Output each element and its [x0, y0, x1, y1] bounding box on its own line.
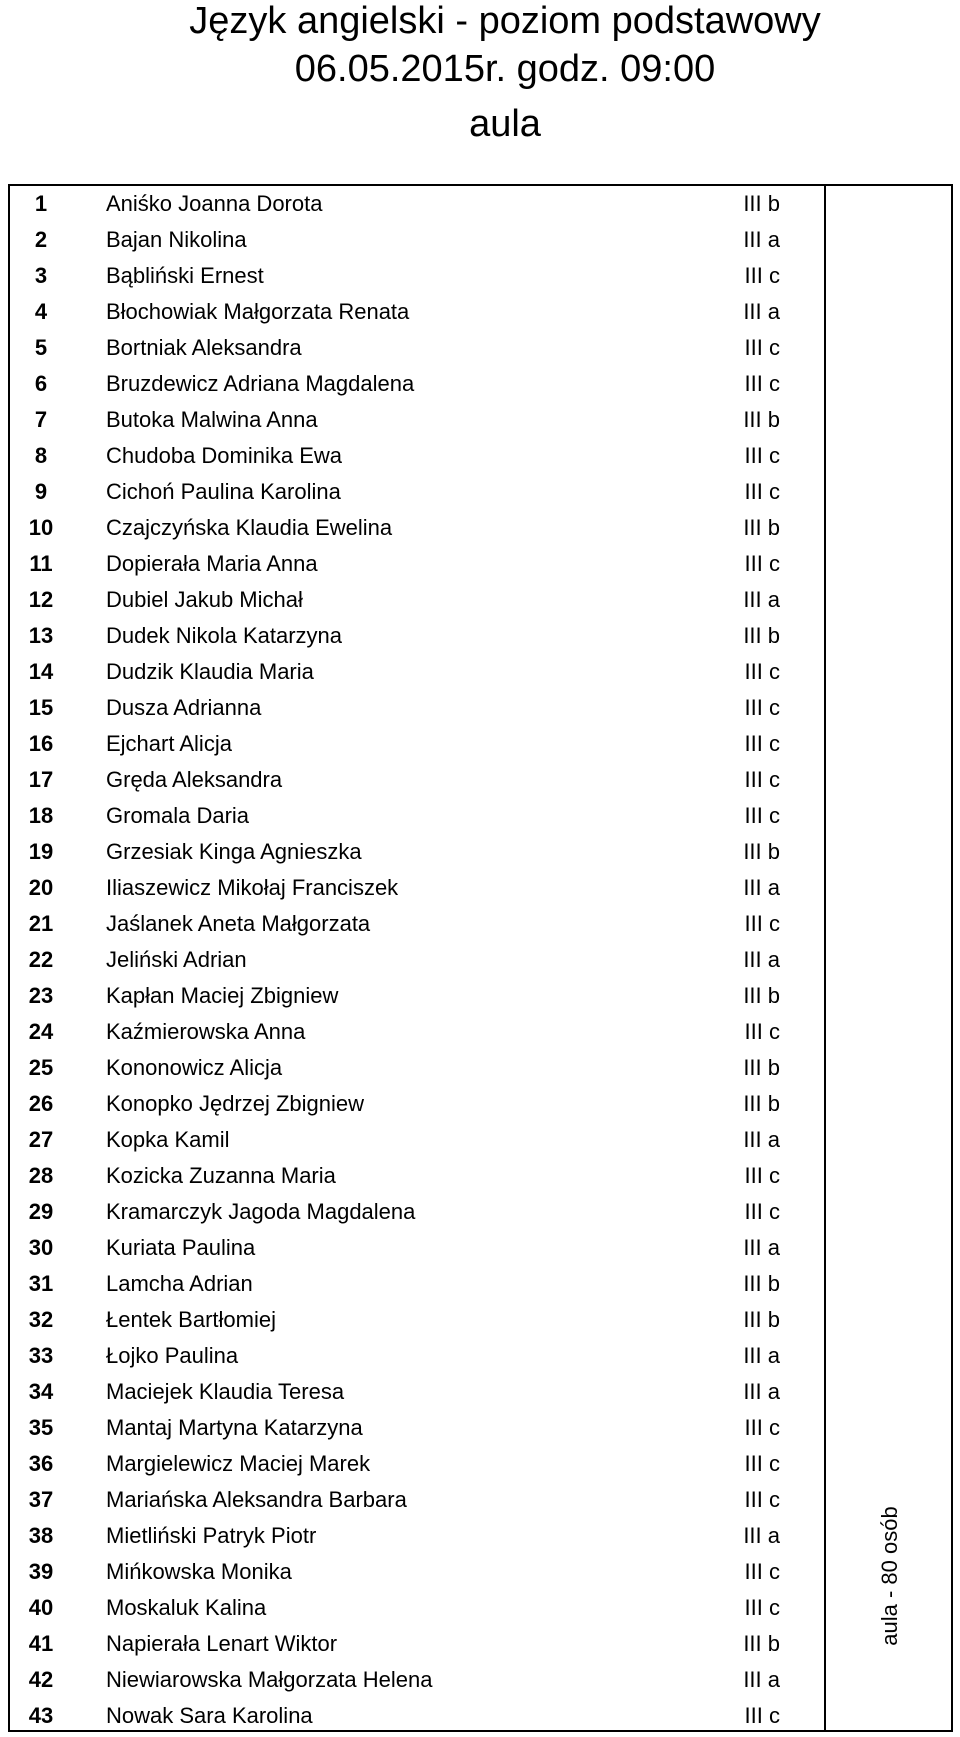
student-class: III b [743, 983, 780, 1008]
student-class: III c [744, 335, 780, 360]
student-class: III c [744, 695, 780, 720]
table-row [10, 258, 824, 294]
table-row [10, 834, 824, 870]
student-name: Mariańska Aleksandra Barbara [106, 1487, 407, 1512]
student-class: III c [744, 551, 780, 576]
row-number: 12 [28, 587, 54, 612]
student-class: III b [743, 515, 780, 540]
student-name: Dubiel Jakub Michał [106, 587, 303, 612]
student-name: Grzesiak Kinga Agnieszka [106, 839, 362, 864]
student-class: III a [743, 1343, 780, 1368]
student-class: III c [744, 767, 780, 792]
student-class: III a [743, 1379, 780, 1404]
student-class: III c [744, 1595, 780, 1620]
student-name: Konopko Jędrzej Zbigniew [106, 1091, 365, 1116]
table-row [10, 1698, 824, 1734]
student-name: Bortniak Aleksandra [106, 335, 302, 360]
row-number: 21 [28, 911, 54, 936]
table-row [10, 942, 824, 978]
row-number: 13 [28, 623, 54, 648]
row-number: 43 [28, 1703, 54, 1728]
table-row [10, 1662, 824, 1698]
student-name: Gromala Daria [106, 803, 250, 828]
student-class: III c [744, 371, 780, 396]
row-number: 3 [34, 263, 48, 288]
student-name: Kopka Kamil [106, 1127, 230, 1152]
row-number: 23 [28, 983, 54, 1008]
row-number: 27 [28, 1127, 54, 1152]
table-row [10, 1014, 824, 1050]
table-row [10, 618, 824, 654]
student-class: III c [744, 1559, 780, 1584]
table-row [10, 1050, 824, 1086]
table-row [10, 1518, 824, 1554]
student-class: III c [744, 911, 780, 936]
table-row [10, 1158, 824, 1194]
table-row [10, 798, 824, 834]
table-row [10, 366, 824, 402]
table-row [10, 1374, 824, 1410]
row-number: 29 [28, 1199, 54, 1224]
student-class: III a [743, 1667, 780, 1692]
student-name: Cichoń Paulina Karolina [106, 479, 341, 504]
student-name: Aniśko Joanna Dorota [106, 191, 323, 216]
student-class: III c [744, 263, 780, 288]
student-name: Ejchart Alicja [106, 731, 232, 756]
student-name: Niewiarowska Małgorzata Helena [106, 1667, 433, 1692]
student-name: Dopierała Maria Anna [106, 551, 318, 576]
room-capacity-cell [826, 1420, 953, 1732]
student-class: III b [743, 623, 780, 648]
table-row [10, 330, 824, 366]
row-number: 32 [28, 1307, 54, 1332]
student-class: III c [744, 803, 780, 828]
row-number: 26 [28, 1091, 54, 1116]
student-name: Czajczyńska Klaudia Ewelina [106, 515, 393, 540]
student-name: Dusza Adrianna [106, 695, 262, 720]
row-number: 38 [28, 1523, 54, 1548]
student-name: Dudek Nikola Katarzyna [106, 623, 343, 648]
table-row [10, 1266, 824, 1302]
student-class: III a [743, 1127, 780, 1152]
student-class: III b [743, 1055, 780, 1080]
table-row [10, 1590, 824, 1626]
table-row [10, 438, 824, 474]
student-name: Dudzik Klaudia Maria [106, 659, 314, 684]
student-class: III b [743, 839, 780, 864]
table-row [10, 186, 824, 222]
student-class: III c [744, 443, 780, 468]
student-name: Mietliński Patryk Piotr [106, 1523, 317, 1548]
table-row [10, 1410, 824, 1446]
row-number: 8 [34, 443, 48, 468]
row-number: 4 [34, 299, 48, 324]
student-class: III c [744, 1415, 780, 1440]
table-row [10, 582, 824, 618]
student-class: III c [744, 659, 780, 684]
table-row [10, 1554, 824, 1590]
student-class: III c [744, 479, 780, 504]
table-row [10, 546, 824, 582]
student-class: III b [743, 407, 780, 432]
student-name: Lamcha Adrian [106, 1271, 253, 1296]
student-class: III a [743, 227, 780, 252]
student-name: Bajan Nikolina [106, 227, 247, 252]
student-name: Bruzdewicz Adriana Magdalena [106, 371, 415, 396]
student-class: III c [744, 1199, 780, 1224]
student-name: Butoka Malwina Anna [106, 407, 318, 432]
row-number: 25 [28, 1055, 54, 1080]
table-row [10, 222, 824, 258]
student-name: Mantaj Martyna Katarzyna [106, 1415, 363, 1440]
table-row [10, 690, 824, 726]
page-title: Język angielski - poziom podstawowy [189, 0, 821, 42]
student-class: III a [743, 875, 780, 900]
table-row [10, 1482, 824, 1518]
table-row [10, 870, 824, 906]
row-number: 35 [28, 1415, 54, 1440]
student-class: III c [744, 731, 780, 756]
row-number: 1 [34, 191, 48, 216]
table-row [10, 1194, 824, 1230]
row-number: 37 [28, 1487, 54, 1512]
student-name: Gręda Aleksandra [106, 767, 283, 792]
row-number: 14 [28, 659, 54, 684]
student-name: Margielewicz Maciej Marek [106, 1451, 371, 1476]
student-name: Chudoba Dominika Ewa [106, 443, 343, 468]
student-class: III b [743, 1631, 780, 1656]
student-class: III a [743, 947, 780, 972]
room-capacity-label: aula - 80 osób [876, 1506, 902, 1646]
student-name: Jeliński Adrian [106, 947, 247, 972]
table-row [10, 1086, 824, 1122]
row-number: 39 [28, 1559, 54, 1584]
row-number: 42 [28, 1667, 54, 1692]
row-number: 34 [28, 1379, 54, 1404]
student-class: III a [743, 1235, 780, 1260]
student-class: III a [743, 299, 780, 324]
student-class: III a [743, 1523, 780, 1548]
row-number: 28 [28, 1163, 54, 1188]
exam-datetime: 06.05.2015r. godz. 09:00 [294, 48, 716, 90]
row-number: 24 [28, 1019, 54, 1044]
table-row [10, 474, 824, 510]
table-row [10, 1230, 824, 1266]
student-name: Kozicka Zuzanna Maria [106, 1163, 336, 1188]
student-name: Błochowiak Małgorzata Renata [106, 299, 410, 324]
student-class: III c [744, 1703, 780, 1728]
row-number: 33 [28, 1343, 54, 1368]
table-row [10, 762, 824, 798]
row-number: 20 [28, 875, 54, 900]
student-class: III c [744, 1019, 780, 1044]
row-number: 22 [28, 947, 54, 972]
row-number: 5 [34, 335, 48, 360]
student-class: III b [743, 1307, 780, 1332]
student-name: Kononowicz Alicja [106, 1055, 283, 1080]
row-number: 36 [28, 1451, 54, 1476]
table-row [10, 1626, 824, 1662]
student-name: Napierała Lenart Wiktor [106, 1631, 338, 1656]
student-name: Maciejek Klaudia Teresa [106, 1379, 345, 1404]
table-row [10, 402, 824, 438]
row-number: 41 [28, 1631, 54, 1656]
student-name: Kuriata Paulina [106, 1235, 256, 1260]
row-number: 9 [34, 479, 48, 504]
row-number: 30 [28, 1235, 54, 1260]
table-row [10, 978, 824, 1014]
row-number: 11 [29, 551, 53, 576]
row-number: 15 [28, 695, 54, 720]
student-name: Łojko Paulina [106, 1343, 239, 1368]
table-row [10, 294, 824, 330]
exam-room: aula [469, 103, 541, 145]
table-row [10, 726, 824, 762]
student-name: Łentek Bartłomiej [106, 1307, 276, 1332]
row-number: 19 [28, 839, 54, 864]
table-row [10, 1302, 824, 1338]
student-name: Iliaszewicz Mikołaj Franciszek [106, 875, 399, 900]
student-class: III c [744, 1487, 780, 1512]
row-number: 16 [28, 731, 54, 756]
student-name: Mińkowska Monika [106, 1559, 292, 1584]
student-list [10, 186, 824, 1734]
row-number: 40 [28, 1595, 54, 1620]
student-class: III c [744, 1163, 780, 1188]
student-name: Kapłan Maciej Zbigniew [106, 983, 339, 1008]
row-number: 31 [28, 1271, 54, 1296]
student-name: Jaślanek Aneta Małgorzata [106, 911, 371, 936]
table-row [10, 654, 824, 690]
student-class: III b [743, 1271, 780, 1296]
table-row [10, 906, 824, 942]
row-number: 2 [34, 227, 48, 252]
table-row [10, 1122, 824, 1158]
student-class: III b [743, 191, 780, 216]
student-class: III b [743, 1091, 780, 1116]
row-number: 10 [28, 515, 54, 540]
table-row [10, 1338, 824, 1374]
student-name: Kaźmierowska Anna [106, 1019, 306, 1044]
student-name: Bąbliński Ernest [106, 263, 264, 288]
row-number: 18 [28, 803, 54, 828]
table-row [10, 1446, 824, 1482]
student-name: Nowak Sara Karolina [106, 1703, 313, 1728]
student-name: Kramarczyk Jagoda Magdalena [106, 1199, 416, 1224]
row-number: 7 [34, 407, 48, 432]
student-class: III c [744, 1451, 780, 1476]
student-name: Moskaluk Kalina [106, 1595, 267, 1620]
table-row [10, 510, 824, 546]
student-class: III a [743, 587, 780, 612]
row-number: 17 [28, 767, 54, 792]
row-number: 6 [34, 371, 48, 396]
